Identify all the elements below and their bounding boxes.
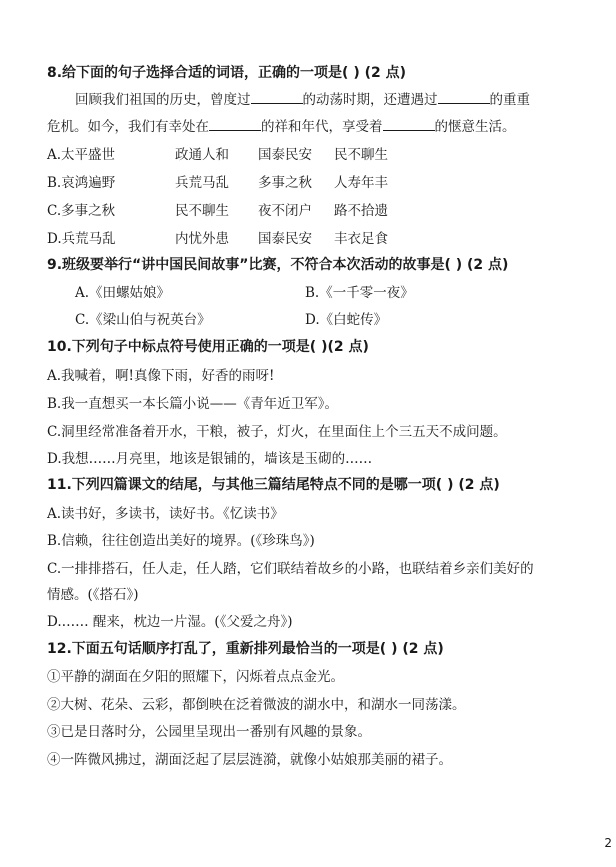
q8-text: 的动荡时期，还遭遇过: [302, 92, 438, 108]
q8-text: 的重重: [489, 92, 530, 108]
q8-text: 回顾我们祖国的历史，曾度过: [75, 92, 251, 108]
q12-sentence-4: ④一阵微风拂过，湖面泛起了层层涟漪，就像小姑娘那美丽的裙子。: [47, 752, 452, 768]
q8-option-a-3: 国泰民安: [258, 147, 312, 163]
q8-blank-4: [383, 118, 435, 131]
q11-option-c: C.一排排搭石，任人走，任人踏，它们联结着故乡的小路，也联结着乡亲们美好的: [47, 561, 534, 577]
q11-option-d: D.…… 醒来，枕边一片湿。(《父爱之舟》): [47, 614, 293, 630]
q9-option-a: A.《田螺姑娘》: [75, 285, 171, 301]
q8-option-c-3: 夜不闭户: [258, 203, 312, 219]
q11-option-b: B.信赖，往往创造出美好的境界。(《珍珠鸟》): [47, 533, 315, 549]
q8-text: 的惬意生活。: [434, 119, 516, 135]
q9-option-b: B.《一千零一夜》: [305, 285, 414, 301]
q8-option-b-2: 兵荒马乱: [175, 175, 229, 191]
q8-option-b-3: 多事之秋: [258, 175, 312, 191]
page-number: 2: [604, 836, 612, 850]
q8-text: 的祥和年代，享受着: [261, 119, 383, 135]
q9-option-d: D.《白蛇传》: [305, 312, 388, 328]
q8-option-d-3: 国泰民安: [258, 231, 312, 247]
q8-option-b-1: B.哀鸿遍野: [47, 175, 116, 191]
q10-title: 10.下列句子中标点符号使用正确的一项是( )(2 点): [47, 339, 369, 355]
q8-option-d-4: 丰衣足食: [334, 231, 388, 247]
q8-option-b-4: 人寿年丰: [334, 175, 388, 191]
q8-blank-2: [438, 91, 490, 104]
q11-option-a: A.读书好，多读书，读好书。《忆读书》: [47, 506, 284, 522]
q11-option-c-cont: 情感。(《搭石》): [47, 587, 139, 603]
q10-option-b: B.我一直想买一本长篇小说——《青年近卫军》。: [47, 396, 338, 412]
q8-passage-line2: [47, 118, 516, 136]
q8-passage-line1: [75, 91, 530, 109]
q8-blank-3: [209, 118, 261, 131]
q8-option-c-2: 民不聊生: [175, 203, 229, 219]
q8-option-d-1: D.兵荒马乱: [47, 231, 116, 247]
q10-option-a: A.我喊着，啊!真像下雨，好香的雨呀!: [47, 368, 275, 384]
q8-option-a-4: 民不聊生: [334, 147, 388, 163]
q8-text: 危机。如今，我们有幸处在: [47, 119, 209, 135]
q9-title: 9.班级要举行“讲中国民间故事”比赛，不符合本次活动的故事是( ) (2 点): [47, 257, 509, 273]
q10-option-c: C.洞里经常准备着开水，干粮，被子，灯火，在里面住上个三五天不成问题。: [47, 424, 507, 440]
q8-title: 8.给下面的句子选择合适的词语，正确的一项是( ) (2 点): [47, 65, 407, 81]
q12-title: 12.下面五句话顺序打乱了，重新排列最恰当的一项是( ) (2 点): [47, 641, 444, 657]
q12-sentence-1: ①平静的湖面在夕阳的照耀下，闪烁着点点金光。: [47, 669, 344, 685]
q8-blank-1: [251, 91, 303, 104]
q8-option-c-4: 路不拾遗: [334, 203, 388, 219]
q12-sentence-2: ②大树、花朵、云彩，都倒映在泛着微波的湖水中，和湖水一同荡漾。: [47, 697, 466, 713]
q11-title: 11.下列四篇课文的结尾，与其他三篇结尾特点不同的是哪一项( ) (2 点): [47, 477, 500, 493]
q10-option-d: D.我想……月亮里，地该是银铺的，墙该是玉砌的……: [47, 451, 373, 467]
q8-option-d-2: 内忧外患: [175, 231, 229, 247]
q12-sentence-3: ③已是日落时分，公园里呈现出一番别有风趣的景象。: [47, 724, 371, 740]
q8-option-a-1: A.太平盛世: [47, 147, 116, 163]
q9-option-c: C.《梁山伯与祝英台》: [75, 312, 211, 328]
q8-option-c-1: C.多事之秋: [47, 203, 116, 219]
q8-option-a-2: 政通人和: [175, 147, 229, 163]
